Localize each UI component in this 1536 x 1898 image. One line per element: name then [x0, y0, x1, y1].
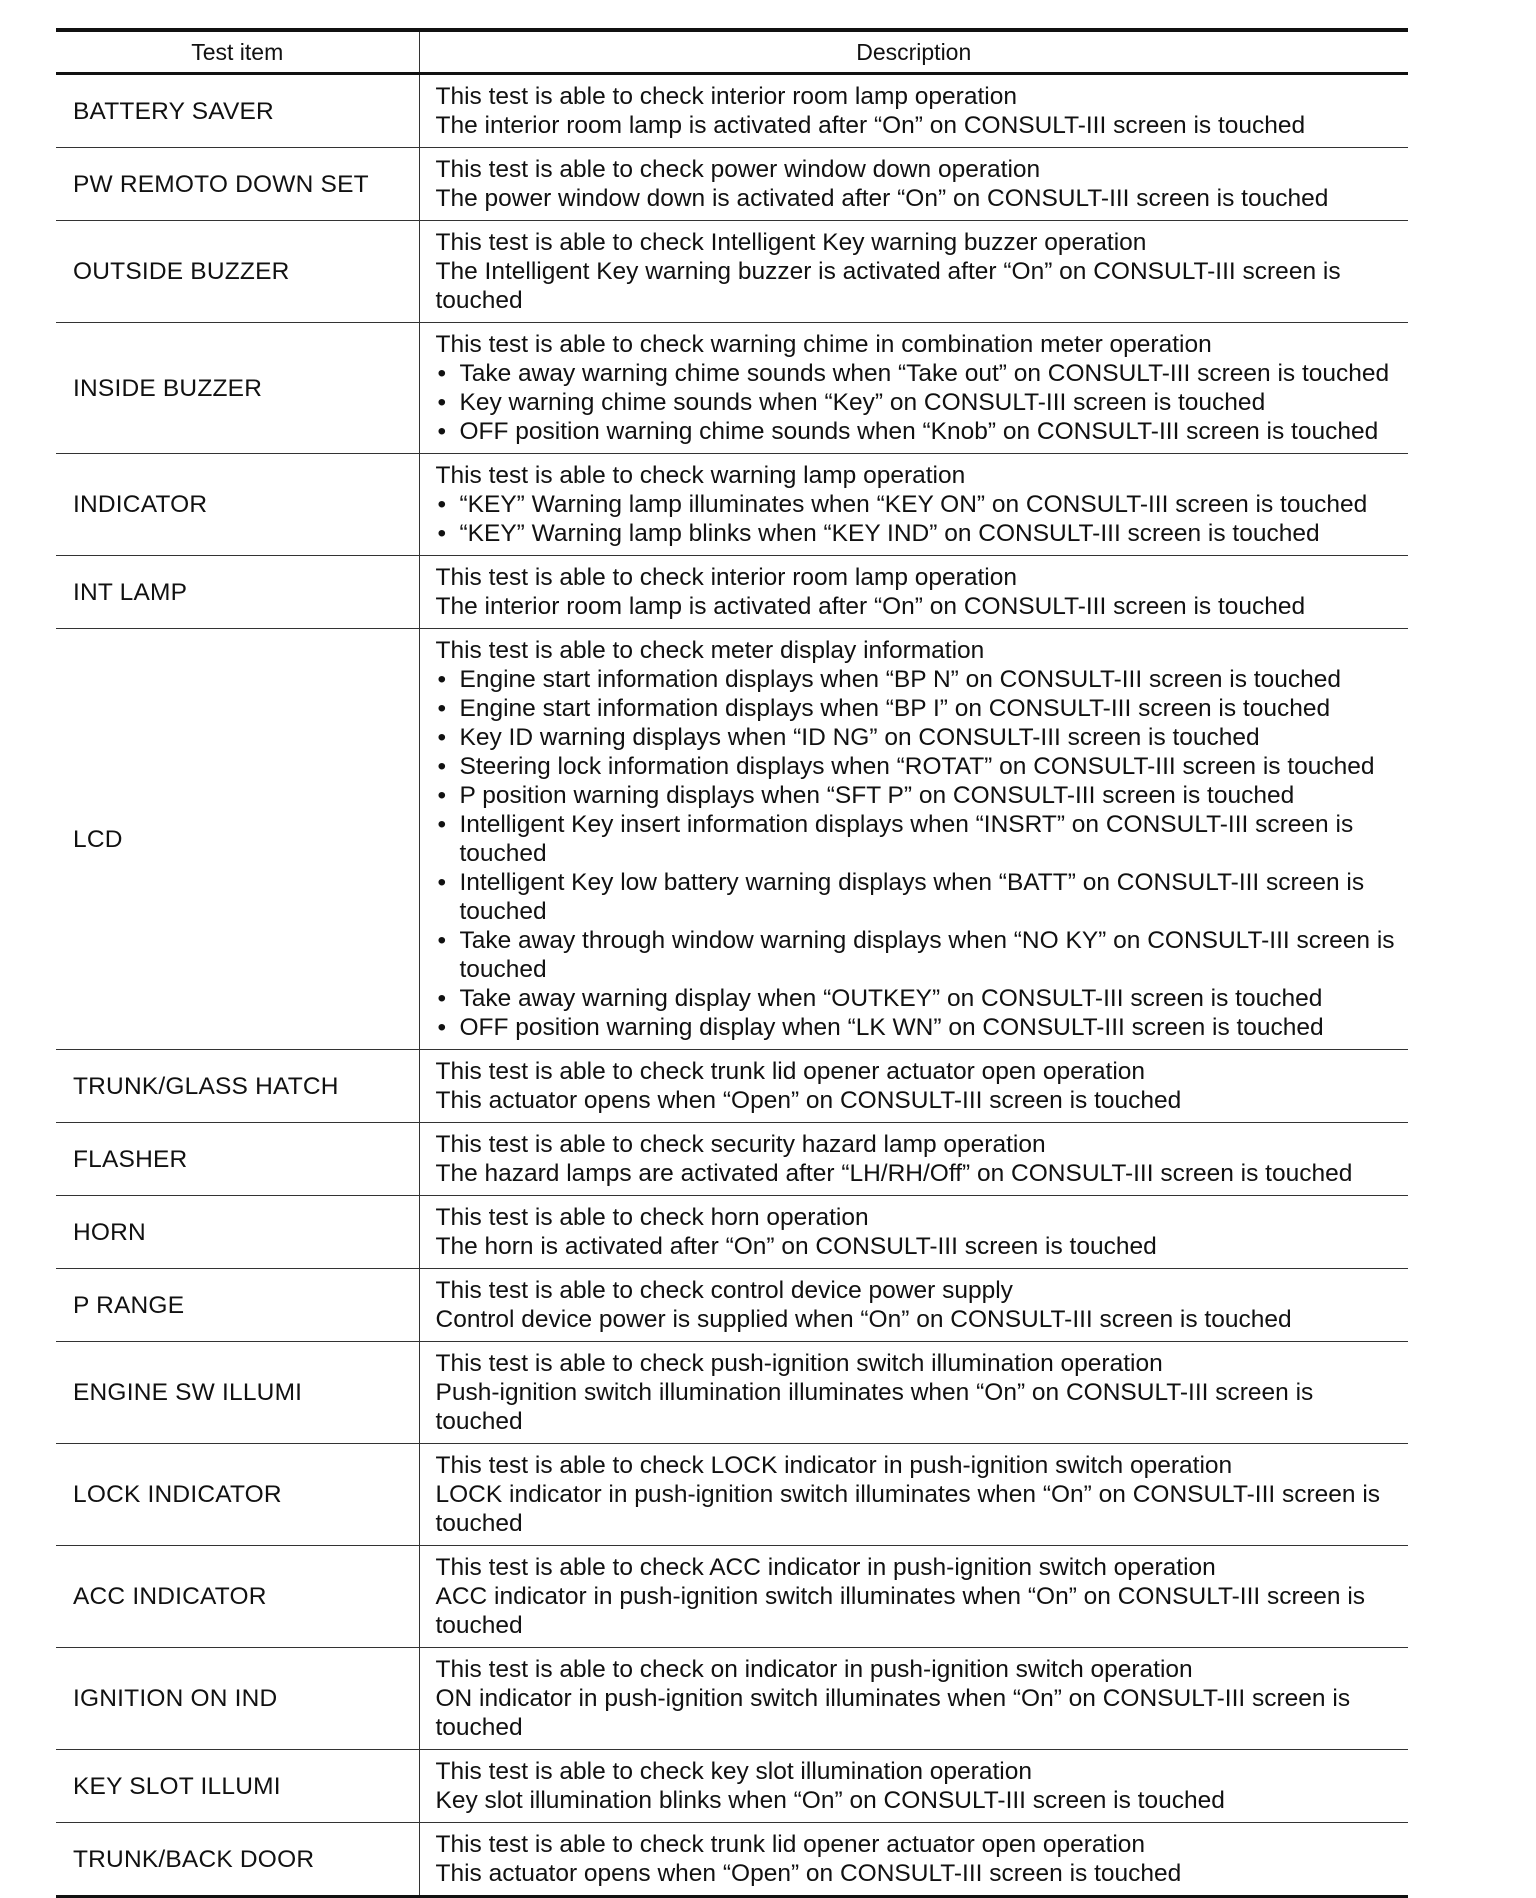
description-line: This test is able to check key slot illumination operation: [435, 1758, 1032, 1785]
table-row: [56, 1444, 1408, 1546]
test-item-cell: INT LAMP: [73, 578, 188, 606]
description-line: This actuator opens when “Open” on CONSULT-III screen is touched: [435, 1087, 1182, 1114]
description-line: This test is able to check security hazard lamp operation: [435, 1131, 1046, 1158]
description-line: This test is able to check warning lamp operation: [435, 462, 966, 489]
test-item-cell: INSIDE BUZZER: [73, 374, 263, 402]
test-item-cell: TRUNK/BACK DOOR: [73, 1845, 315, 1873]
header-test-item: Test item: [191, 38, 284, 65]
description-cell: [419, 1342, 1408, 1444]
description-line: This test is able to check horn operation: [435, 1204, 869, 1231]
description-cell: [419, 1546, 1408, 1648]
description-line: The horn is activated after “On” on CONSULT-III screen is touched: [435, 1233, 1157, 1260]
test-item-cell: TRUNK/GLASS HATCH: [73, 1072, 339, 1100]
description-line: This test is able to check interior room lamp operation: [435, 83, 1017, 110]
description-line: This test is able to check warning chime in combination meter operation: [435, 331, 1212, 358]
bullet-item: • P position warning displays when “SFT P” on CONSULT-III screen is touched: [436, 781, 1401, 810]
test-item-cell: P RANGE: [73, 1291, 185, 1319]
table-row: [56, 1269, 1408, 1342]
bullet-item: • OFF position warning chime sounds when “Knob” on CONSULT-III screen is touched: [436, 417, 1401, 446]
description-line: This test is able to check LOCK indicator in push-ignition switch operation: [435, 1452, 1233, 1479]
table-row: [56, 148, 1408, 221]
description-line: This test is able to check trunk lid opener actuator open operation: [435, 1058, 1146, 1085]
description-line: This test is able to check on indicator in push-ignition switch operation: [435, 1656, 1193, 1683]
description-line: This test is able to check meter display information: [435, 637, 985, 664]
table-row: [56, 454, 1408, 556]
description-cell: [419, 556, 1408, 629]
description-line: Control device power is supplied when “On” on CONSULT-III screen is touched: [435, 1306, 1292, 1333]
test-item-table: [56, 28, 1408, 1898]
bullet-item: • Key warning chime sounds when “Key” on CONSULT-III screen is touched: [436, 388, 1401, 417]
bullet-list: [436, 359, 1401, 446]
table-row: [56, 1342, 1408, 1444]
table-row: [56, 629, 1408, 1050]
bullet-item: • Engine start information displays when “BP I” on CONSULT-III screen is touched: [436, 694, 1401, 723]
table-row: [56, 1123, 1408, 1196]
description-line: LOCK indicator in push-ignition switch illuminates when “On” on CONSULT-III screen is touched: [435, 1481, 1387, 1537]
description-cell: [419, 1444, 1408, 1546]
description-line: This test is able to check interior room lamp operation: [435, 564, 1017, 591]
table-body: [56, 74, 1408, 1897]
description-cell: [419, 1648, 1408, 1750]
test-item-cell: ACC INDICATOR: [73, 1583, 267, 1610]
description-line: ACC indicator in push-ignition switch illuminates when “On” on CONSULT-III screen is touched: [435, 1583, 1372, 1639]
description-cell: [419, 629, 1408, 1050]
table-header: [56, 30, 1408, 74]
description-line: The Intelligent Key warning buzzer is activated after “On” on CONSULT-III screen is touched: [435, 258, 1348, 314]
test-item-cell: HORN: [73, 1218, 146, 1246]
description-line: This test is able to check control device power supply: [435, 1277, 1013, 1304]
test-item-cell: ENGINE SW ILLUMI: [73, 1379, 303, 1406]
bullet-item: • Intelligent Key insert information displays when “INSRT” on CONSULT-III screen is touched: [436, 810, 1401, 868]
test-item-cell: IGNITION ON IND: [73, 1685, 278, 1712]
description-cell: [419, 1269, 1408, 1342]
bullet-list: [436, 490, 1401, 548]
header-description: Description: [419, 30, 1408, 74]
description-line: Key slot illumination blinks when “On” on CONSULT-III screen is touched: [435, 1787, 1225, 1814]
description-cell: [419, 1123, 1408, 1196]
test-item-cell: LOCK INDICATOR: [73, 1481, 282, 1508]
test-item-cell: INDICATOR: [73, 491, 208, 518]
description-line: The interior room lamp is activated after “On” on CONSULT-III screen is touched: [435, 593, 1306, 620]
bullet-list: [436, 665, 1401, 1042]
description-line: This actuator opens when “Open” on CONSULT-III screen is touched: [435, 1860, 1182, 1887]
description-cell: [419, 1823, 1408, 1897]
bullet-item: • Engine start information displays when “BP N” on CONSULT-III screen is touched: [436, 665, 1401, 694]
description-line: Push-ignition switch illumination illuminates when “On” on CONSULT-III screen is touched: [435, 1379, 1321, 1435]
description-cell: [419, 148, 1408, 221]
description-line: This test is able to check Intelligent Key warning buzzer operation: [435, 229, 1147, 256]
description-cell: [419, 1196, 1408, 1269]
table-row: [56, 74, 1408, 148]
bullet-item: • OFF position warning display when “LK WN” on CONSULT-III screen is touched: [436, 1013, 1401, 1042]
bullet-item: • Take away warning display when “OUTKEY” on CONSULT-III screen is touched: [436, 984, 1401, 1013]
table-row: [56, 1050, 1408, 1123]
description-line: The interior room lamp is activated after “On” on CONSULT-III screen is touched: [435, 112, 1306, 139]
table-row: [56, 221, 1408, 323]
table-row: [56, 1823, 1408, 1897]
description-line: This test is able to check trunk lid opener actuator open operation: [435, 1831, 1146, 1858]
test-item-cell: LCD: [73, 825, 123, 853]
description-cell: [419, 323, 1408, 454]
bullet-item: • Steering lock information displays when “ROTAT” on CONSULT-III screen is touched: [436, 752, 1401, 781]
bullet-item: • “KEY” Warning lamp blinks when “KEY IND” on CONSULT-III screen is touched: [436, 519, 1401, 548]
description-line: The power window down is activated after “On” on CONSULT-III screen is touched: [435, 185, 1329, 212]
test-item-cell: KEY SLOT ILLUMI: [73, 1772, 281, 1800]
table-row: [56, 323, 1408, 454]
test-item-cell: PW REMOTO DOWN SET: [73, 170, 369, 198]
description-cell: [419, 454, 1408, 556]
description-line: This test is able to check push-ignition switch illumination operation: [435, 1350, 1163, 1377]
description-line: ON indicator in push-ignition switch illuminates when “On” on CONSULT-III screen is touched: [435, 1685, 1357, 1741]
description-line: The hazard lamps are activated after “LH/RH/Off” on CONSULT-III screen is touched: [435, 1160, 1353, 1187]
description-cell: [419, 1750, 1408, 1823]
bullet-item: • Take away through window warning displays when “NO KY” on CONSULT-III screen is touched: [436, 926, 1401, 984]
bullet-item: • “KEY” Warning lamp illuminates when “KEY ON” on CONSULT-III screen is touched: [436, 490, 1401, 519]
table-row: [56, 1196, 1408, 1269]
test-item-cell: OUTSIDE BUZZER: [73, 258, 290, 285]
test-item-cell: BATTERY SAVER: [73, 97, 274, 125]
test-item-cell: FLASHER: [73, 1145, 188, 1173]
table-row: [56, 556, 1408, 629]
bullet-item: • Intelligent Key low battery warning displays when “BATT” on CONSULT-III screen is touched: [436, 868, 1401, 926]
table-row: [56, 1648, 1408, 1750]
description-cell: [419, 1050, 1408, 1123]
header-row: [56, 30, 1408, 74]
description-cell: [419, 74, 1408, 148]
description-line: This test is able to check ACC indicator in push-ignition switch operation: [435, 1554, 1216, 1581]
table-row: [56, 1546, 1408, 1648]
bullet-item: • Key ID warning displays when “ID NG” on CONSULT-III screen is touched: [436, 723, 1401, 752]
description-cell: [419, 221, 1408, 323]
table-row: [56, 1750, 1408, 1823]
bullet-item: • Take away warning chime sounds when “Take out” on CONSULT-III screen is touched: [436, 359, 1401, 388]
description-line: This test is able to check power window down operation: [435, 156, 1041, 183]
